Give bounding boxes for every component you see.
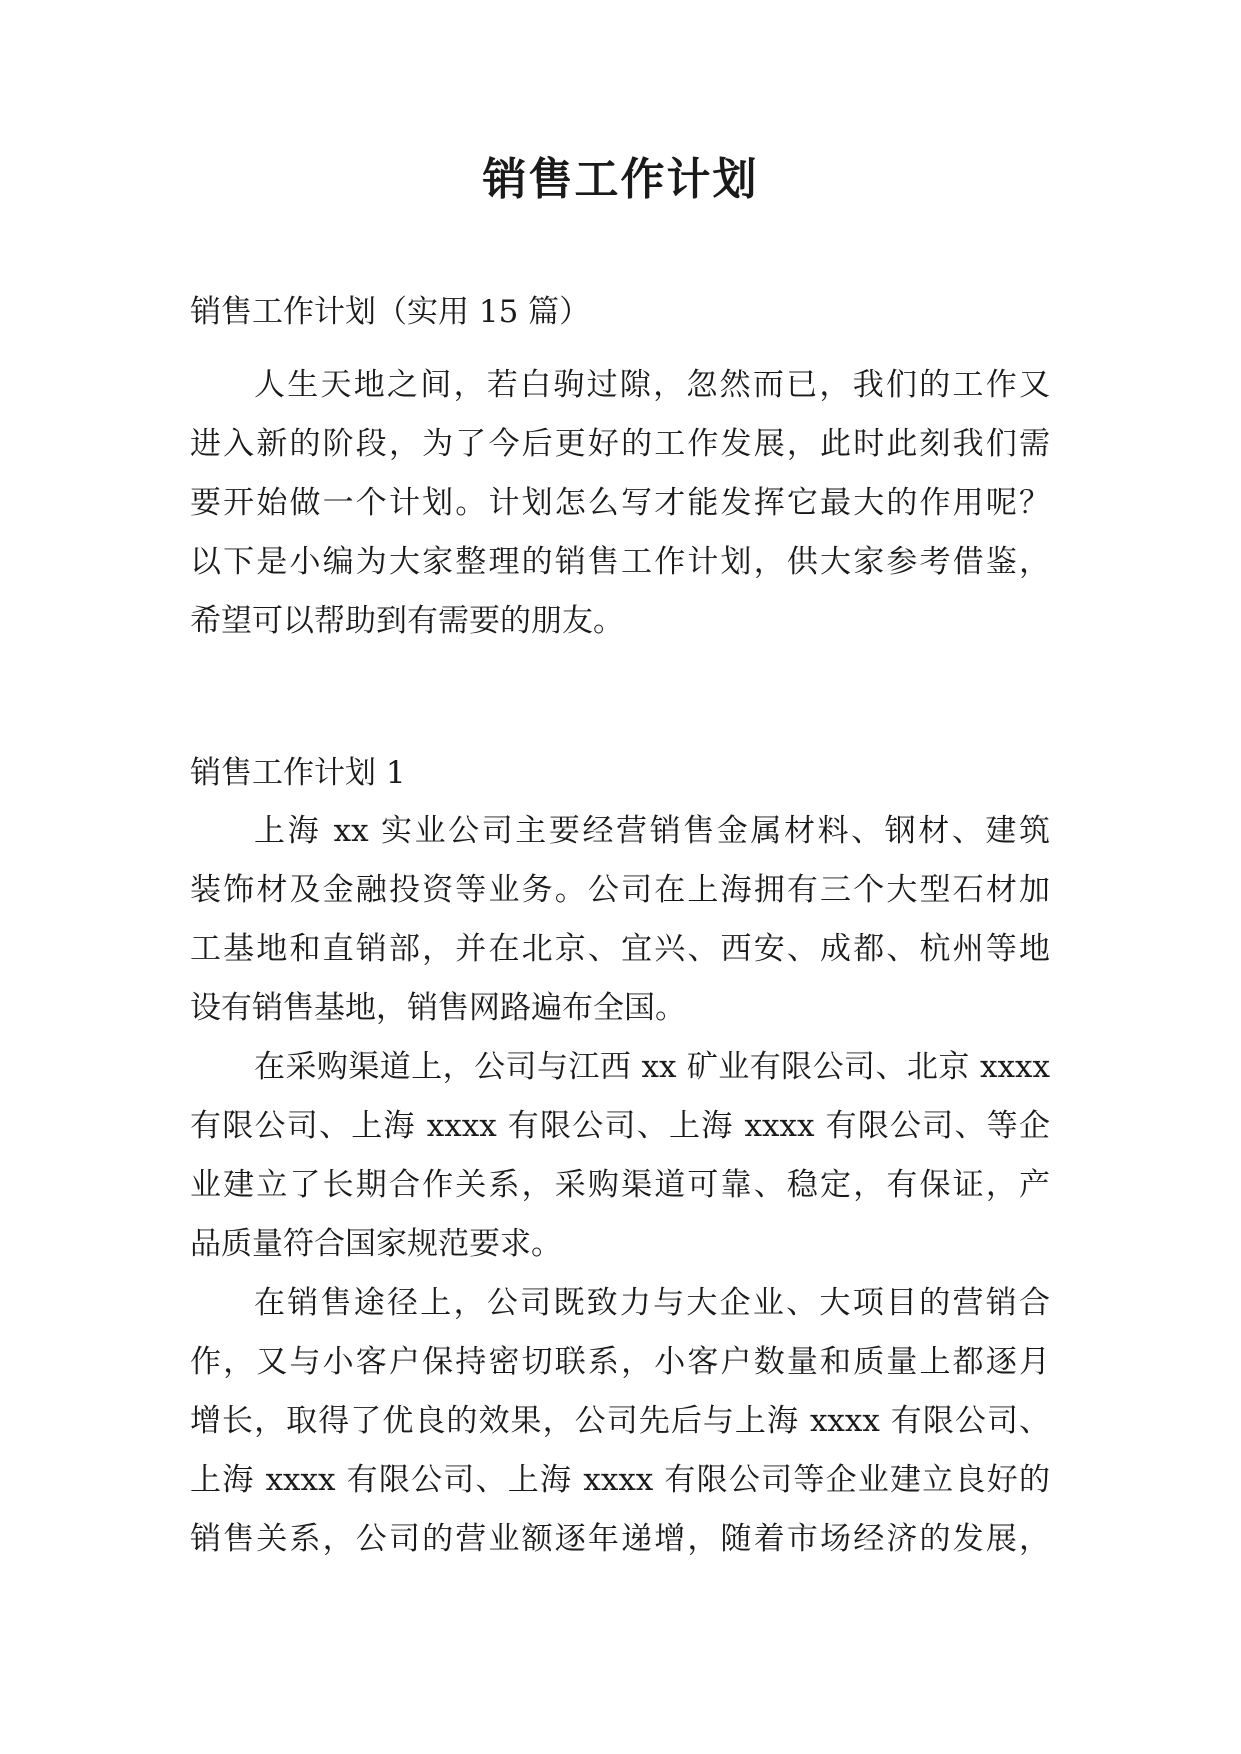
paragraph-line: 在销售途径上，公司既致力与大企业、大项目的营销合 [254, 1285, 1050, 1321]
paragraph-line: 在采购渠道上，公司与江西 xx 矿业有限公司、北京 xxxx [254, 1049, 1050, 1085]
paragraph-line: 业建立了长期合作关系，采购渠道可靠、稳定，有保证，产 [190, 1167, 1050, 1203]
section-heading: 销售工作计划 1 [190, 755, 406, 791]
paragraph-line: 以下是小编为大家整理的销售工作计划，供大家参考借鉴， [190, 544, 1050, 580]
paragraph-line: 增长，取得了优良的效果，公司先后与上海 xxxx 有限公司、 [190, 1403, 1050, 1439]
paragraph-line: 品质量符合国家规范要求。 [190, 1226, 562, 1262]
document-subtitle: 销售工作计划（实用 15 篇） [190, 294, 591, 330]
paragraph-line: 销售关系，公司的营业额逐年递增，随着市场经济的发展， [190, 1521, 1050, 1557]
paragraph-line: 有限公司、上海 xxxx 有限公司、上海 xxxx 有限公司、等企 [190, 1108, 1050, 1144]
paragraph-line: 上海 xxxx 有限公司、上海 xxxx 有限公司等企业建立良好的 [190, 1462, 1050, 1498]
paragraph-line: 人生天地之间，若白驹过隙，忽然而已，我们的工作又 [254, 367, 1050, 403]
section1-paragraph-2 [190, 1038, 1050, 1274]
paragraph-line: 进入新的阶段，为了今后更好的工作发展，此时此刻我们需 [190, 426, 1050, 462]
paragraph-line: 要开始做一个计划。计划怎么写才能发挥它最大的作用呢？ [190, 485, 1050, 521]
intro-paragraph [190, 356, 1050, 651]
section1-paragraph-1 [190, 802, 1050, 1038]
paragraph-line: 上海 xx 实业公司主要经营销售金属材料、钢材、建筑 [254, 813, 1050, 849]
paragraph-line: 装饰材及金融投资等业务。公司在上海拥有三个大型石材加 [190, 872, 1050, 908]
paragraph-line: 希望可以帮助到有需要的朋友。 [190, 603, 624, 639]
document-title: 销售工作计划 [482, 154, 759, 205]
paragraph-line: 作，又与小客户保持密切联系，小客户数量和质量上都逐月 [190, 1344, 1050, 1380]
section1-paragraph-3 [190, 1274, 1050, 1569]
paragraph-line: 设有销售基地，销售网路遍布全国。 [190, 990, 686, 1026]
paragraph-line: 工基地和直销部，并在北京、宜兴、西安、成都、杭州等地 [190, 931, 1050, 967]
